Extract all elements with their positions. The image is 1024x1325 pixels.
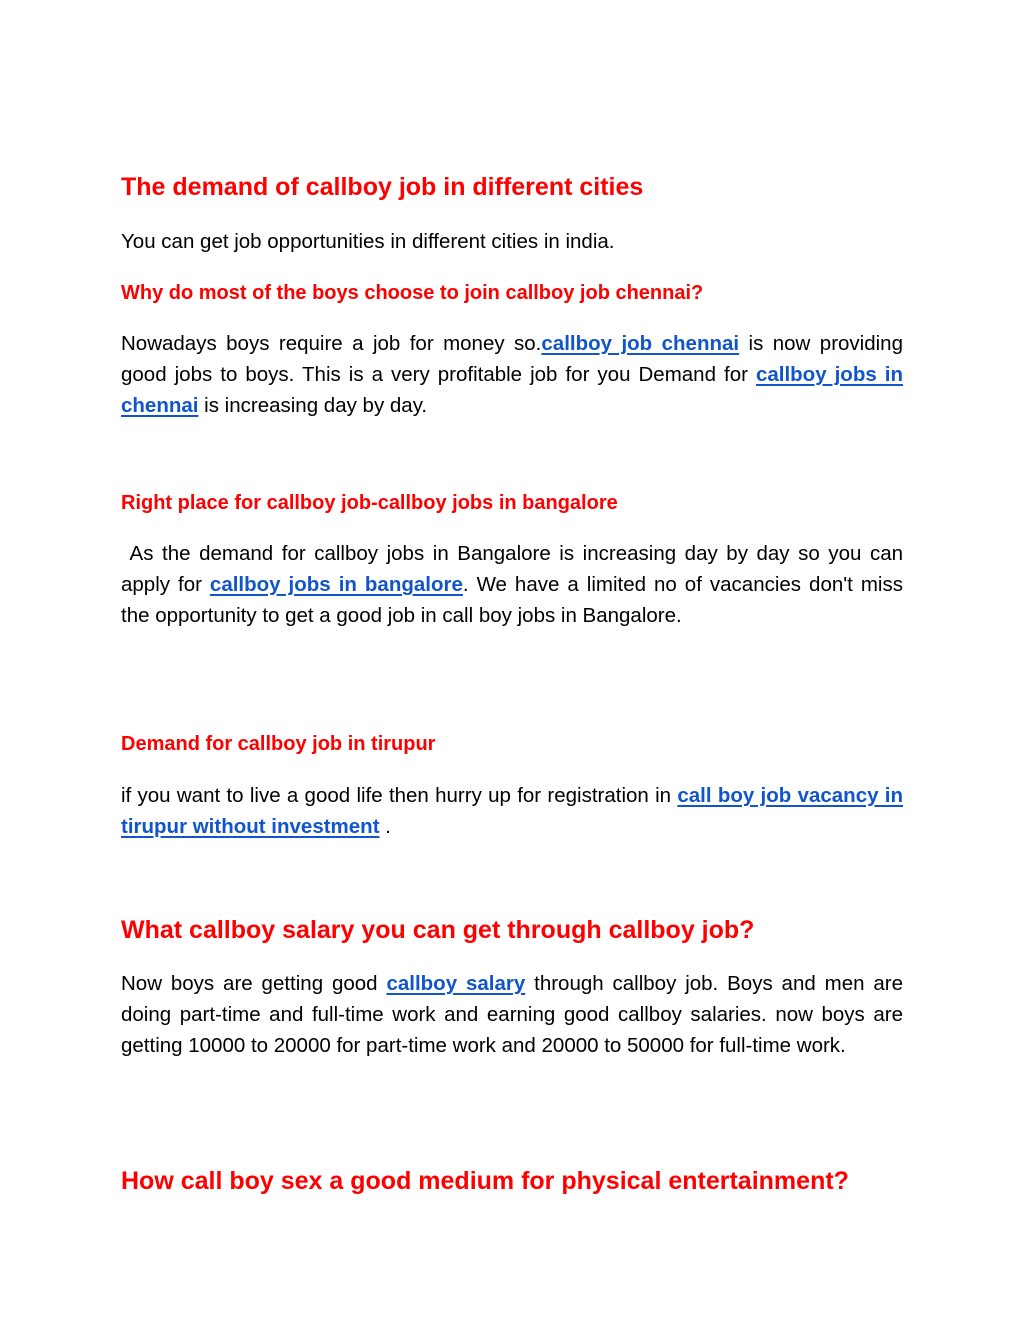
- bangalore-text-a: As the demand for callboy jobs in Bangalore is increasing day by day so you can apply for: [121, 542, 903, 596]
- heading-callboy-salary: What callboy salary you can get through callboy job?: [121, 916, 755, 944]
- heading-bangalore: Right place for callboy job-callboy jobs in bangalore: [121, 492, 618, 514]
- tirupur-text-a: if you want to live a good life then hurry up for registration in: [121, 784, 678, 807]
- paragraph-bangalore: [121, 538, 903, 631]
- intro-text: You can get job opportunities in different cities in india.: [121, 230, 615, 253]
- paragraph-chennai: [121, 328, 903, 421]
- bangalore-text-b: . We have a limited no of vacancies don't miss the opportunity to get a good job in call boy jobs in Bangalore.: [121, 573, 903, 627]
- heading-why-chennai: Why do most of the boys choose to join callboy job chennai?: [121, 282, 704, 304]
- heading-tirupur: Demand for callboy job in tirupur: [121, 733, 436, 755]
- chennai-text-c: is increasing day by day.: [198, 394, 428, 417]
- link-call-boy-job-vacancy-tirupur[interactable]: call boy job vacancy in tirupur without investment: [121, 784, 904, 838]
- link-callboy-salary[interactable]: callboy salary: [386, 972, 526, 995]
- salary-text-a: Now boys are getting good: [121, 972, 387, 995]
- link-callboy-job-chennai[interactable]: callboy job chennai: [541, 332, 740, 355]
- paragraph-salary: [121, 968, 903, 1061]
- chennai-text-a: Nowadays boys require a job for money so.: [121, 332, 542, 355]
- link-callboy-jobs-in-chennai[interactable]: callboy jobs in chennai: [121, 363, 903, 417]
- salary-text-b: through callboy job. Boys and men are doing part-time and full-time work and earning good callboy salaries. now boys are getting 10000 to 20000 for part-time work and 20000 to 50000 for full-time work.: [121, 972, 904, 1057]
- tirupur-text-b: .: [379, 815, 391, 838]
- chennai-text-b: is now providing good jobs to boys. This is a very profitable job for you Demand for: [121, 332, 903, 386]
- paragraph-intro: [121, 226, 903, 257]
- heading-physical-entertainment: How call boy sex a good medium for physical entertainment?: [121, 1167, 849, 1195]
- paragraph-tirupur: [121, 780, 903, 842]
- heading-demand-different-cities: The demand of callboy job in different cities: [121, 173, 644, 201]
- link-callboy-jobs-in-bangalore[interactable]: callboy jobs in bangalore: [209, 573, 463, 596]
